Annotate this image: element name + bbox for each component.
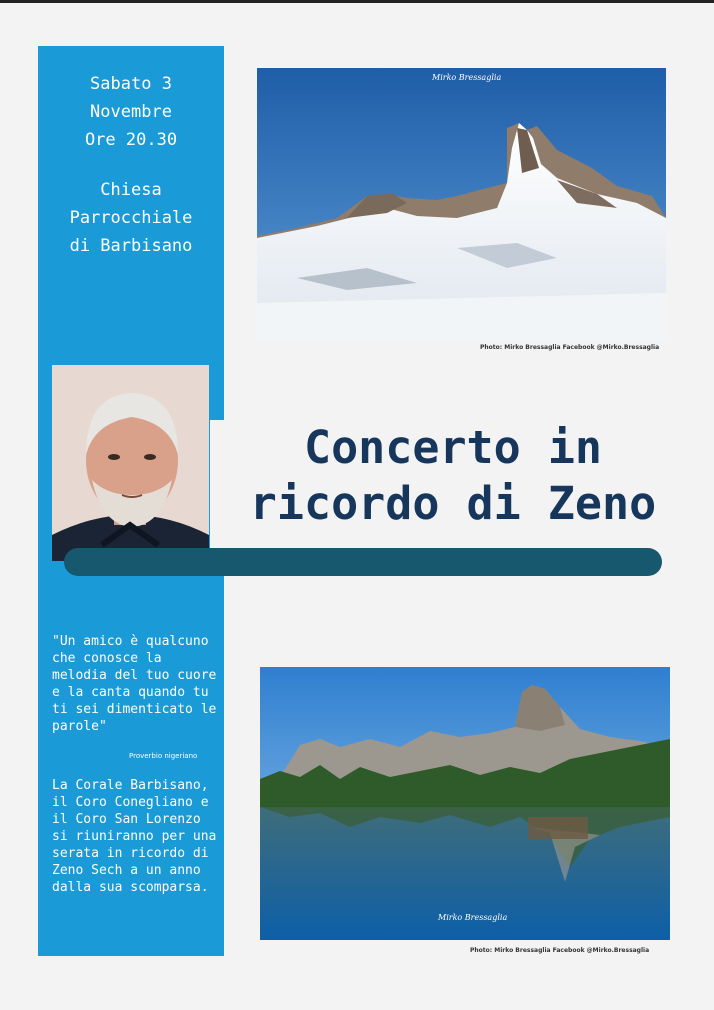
photo-credit-top: Photo: Mirko Bressaglia Facebook @Mirko.Bressaglia <box>480 344 660 351</box>
quote-source: Proverbio nigeriano <box>129 752 198 760</box>
title-underline-bar <box>64 548 662 576</box>
event-venue-line1: Chiesa <box>100 180 162 200</box>
announcement-text: La Corale Barbisano, il Coro Conegliano e il Coro San Lorenzo si riuniranno per una serata in ricordo di Zeno Sech a un anno dalla sua scomparsa. <box>52 778 217 895</box>
photo-credit-bottom: Photo: Mirko Bressaglia Facebook @Mirko.Bressaglia <box>470 947 650 954</box>
photographer-signature-top: Mirko Bressaglia <box>432 73 502 82</box>
concert-title <box>218 420 688 532</box>
photographer-signature-bottom: Mirko Bressaglia <box>438 913 508 922</box>
event-venue-line2: Parrocchiale <box>69 208 193 228</box>
event-details <box>38 70 224 260</box>
title-line1: Concerto in <box>303 421 602 474</box>
top-border <box>0 0 714 3</box>
mountain-photo-top <box>257 68 666 341</box>
event-venue-line3: di Barbisano <box>69 236 193 256</box>
lake-photo-bottom <box>260 667 670 940</box>
quote-text: "Un amico è qualcuno che conosce la melodia del tuo cuore e la canta quando tu ti sei dimenticato le parole" <box>52 634 217 734</box>
title-line2: ricordo di Zeno <box>249 477 657 530</box>
portrait-photo <box>52 365 209 561</box>
event-date-day: Sabato 3 <box>90 74 172 94</box>
event-time: Ore 20.30 <box>84 130 178 150</box>
event-date-month: Novembre <box>90 102 172 122</box>
